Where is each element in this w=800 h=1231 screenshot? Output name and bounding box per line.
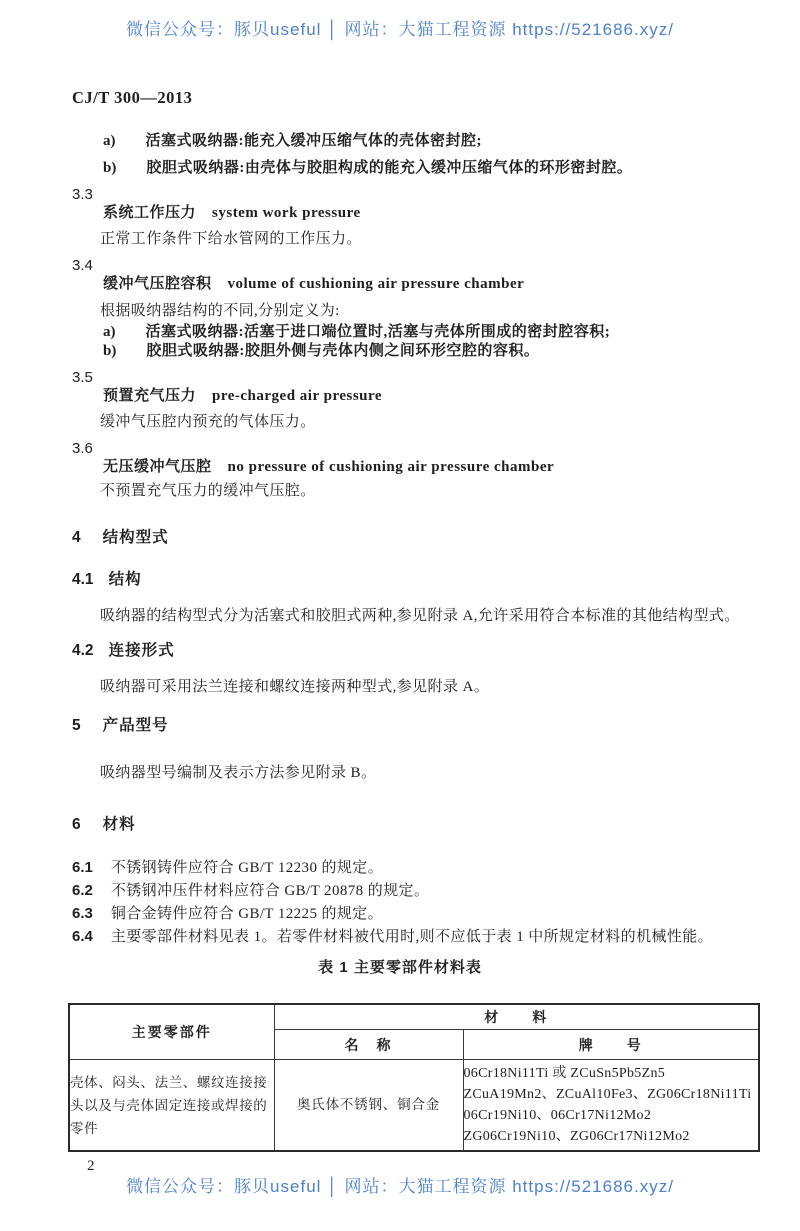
section-number: 6 [72, 816, 81, 833]
list-item-b [103, 341, 539, 361]
clause-number: 6.2 [72, 882, 93, 899]
term-en: no pressure of cushioning air pressure chamber [227, 459, 555, 475]
term-cn: 预置充气压力 [103, 387, 197, 404]
clause-number-3-3: 3.3 [72, 186, 93, 203]
clause-text: 不锈钢铸件应符合 GB/T 12230 的规定。 [110, 860, 384, 876]
list-item-a [103, 322, 610, 342]
clause-text: 不锈钢冲压件材料应符合 GB/T 20878 的规定。 [110, 883, 430, 899]
section-title: 结构型式 [102, 529, 169, 546]
list-label: b) [103, 160, 117, 176]
doc-number: CJ/T 300—2013 [72, 88, 193, 107]
table-header-name: 名 称 [274, 1030, 463, 1060]
watermark-top: 微信公众号：豚贝useful │ 网站：大猫工程资源 https://521686.xyz/ [126, 20, 674, 39]
material-table [68, 1003, 760, 1152]
page-number: 2 [87, 1158, 95, 1174]
term-definition: 正常工作条件下给水管网的工作压力。 [100, 231, 362, 247]
table-header-grade: 牌 号 [463, 1030, 759, 1060]
term-3-4 [103, 274, 524, 294]
grade-line: 06Cr19Ni10、06Cr17Ni12Mo2 [463, 1108, 652, 1123]
cell-name: 奥氏体不锈钢、铜合金 [274, 1060, 463, 1152]
table-header-part: 主要零部件 [69, 1004, 274, 1060]
section-title: 结构 [108, 571, 142, 588]
section-heading-6 [72, 815, 136, 835]
term-3-5 [103, 386, 382, 406]
section-heading-4-1 [72, 570, 142, 590]
paragraph: 吸纳器型号编制及表示方法参见附录 B。 [100, 765, 377, 781]
list-text: 活塞式吸纳器:能充入缓冲压缩气体的壳体密封腔; [145, 133, 482, 149]
section-title: 材料 [102, 816, 136, 833]
clause-number: 6.1 [72, 859, 93, 876]
clause-6-2 [72, 881, 429, 901]
table-caption: 表 1 主要零部件材料表 [318, 959, 482, 976]
clause-6-4 [72, 927, 713, 947]
list-item-b [103, 158, 632, 178]
term-3-6 [103, 457, 554, 477]
list-text: 活塞式吸纳器:活塞于进口端位置时,活塞与壳体所围成的密封腔容积; [145, 324, 611, 340]
term-en: pre-charged air pressure [212, 388, 383, 404]
term-definition: 不预置充气压力的缓冲气压腔。 [100, 483, 316, 499]
list-item-a [103, 131, 482, 151]
term-definition: 缓冲气压腔内预充的气体压力。 [100, 414, 316, 430]
section-number: 4 [72, 529, 81, 546]
clause-number-3-5: 3.5 [72, 369, 93, 386]
term-en: volume of cushioning air pressure chamber [227, 276, 525, 292]
clause-6-1 [72, 858, 383, 878]
paragraph: 吸纳器的结构型式分为活塞式和胶胆式两种,参见附录 A,允许采用符合本标准的其他结构型式。 [100, 608, 740, 624]
clause-number-3-6: 3.6 [72, 440, 93, 457]
term-cn: 无压缓冲气压腔 [103, 458, 212, 475]
section-number: 5 [72, 717, 81, 734]
clause-number: 6.4 [72, 928, 93, 945]
section-heading-4-2 [72, 641, 175, 661]
watermark-bottom: 微信公众号：豚贝useful │ 网站：大猫工程资源 https://521686.xyz/ [126, 1177, 674, 1196]
clause-number: 6.3 [72, 905, 93, 922]
term-intro: 根据吸纳器结构的不同,分别定义为: [100, 303, 340, 319]
list-label: a) [103, 133, 116, 149]
section-number: 4.2 [72, 642, 94, 659]
term-cn: 系统工作压力 [103, 204, 197, 221]
list-label: b) [103, 343, 117, 359]
list-text: 胶胆式吸纳器:胶胆外侧与壳体内侧之间环形空腔的容积。 [146, 343, 540, 359]
grade-line: ZG06Cr19Ni10、ZG06Cr17Ni12Mo2 [463, 1129, 690, 1144]
term-en: system work pressure [212, 205, 361, 221]
grade-line: ZCuA19Mn2、ZCuAl10Fe3、ZG06Cr18Ni11Ti [463, 1087, 752, 1102]
list-text: 胶胆式吸纳器:由壳体与胶胆构成的能充入缓冲压缩气体的环形密封腔。 [146, 160, 633, 176]
table-row [69, 1060, 759, 1152]
clause-number-3-4: 3.4 [72, 257, 93, 274]
list-label: a) [103, 324, 116, 340]
section-heading-4 [72, 528, 169, 548]
section-heading-5 [72, 716, 169, 736]
clause-6-3 [72, 904, 383, 924]
section-title: 连接形式 [108, 642, 175, 659]
term-cn: 缓冲气压腔容积 [103, 275, 212, 292]
section-title: 产品型号 [102, 717, 169, 734]
cell-grades [463, 1060, 759, 1152]
paragraph: 吸纳器可采用法兰连接和螺纹连接两种型式,参见附录 A。 [100, 679, 490, 695]
section-number: 4.1 [72, 571, 94, 588]
cell-part: 壳体、闷头、法兰、螺纹连接接头以及与壳体固定连接或焊接的零件 [69, 1060, 274, 1152]
term-3-3 [103, 203, 361, 223]
clause-text: 主要零部件材料见表 1。若零件材料被代用时,则不应低于表 1 中所规定材料的机械性能。 [110, 929, 714, 945]
clause-text: 铜合金铸件应符合 GB/T 12225 的规定。 [110, 906, 384, 922]
table-header-material: 材 料 [274, 1004, 759, 1030]
grade-line: 06Cr18Ni11Ti 或 ZCuSn5Pb5Zn5 [463, 1066, 666, 1081]
